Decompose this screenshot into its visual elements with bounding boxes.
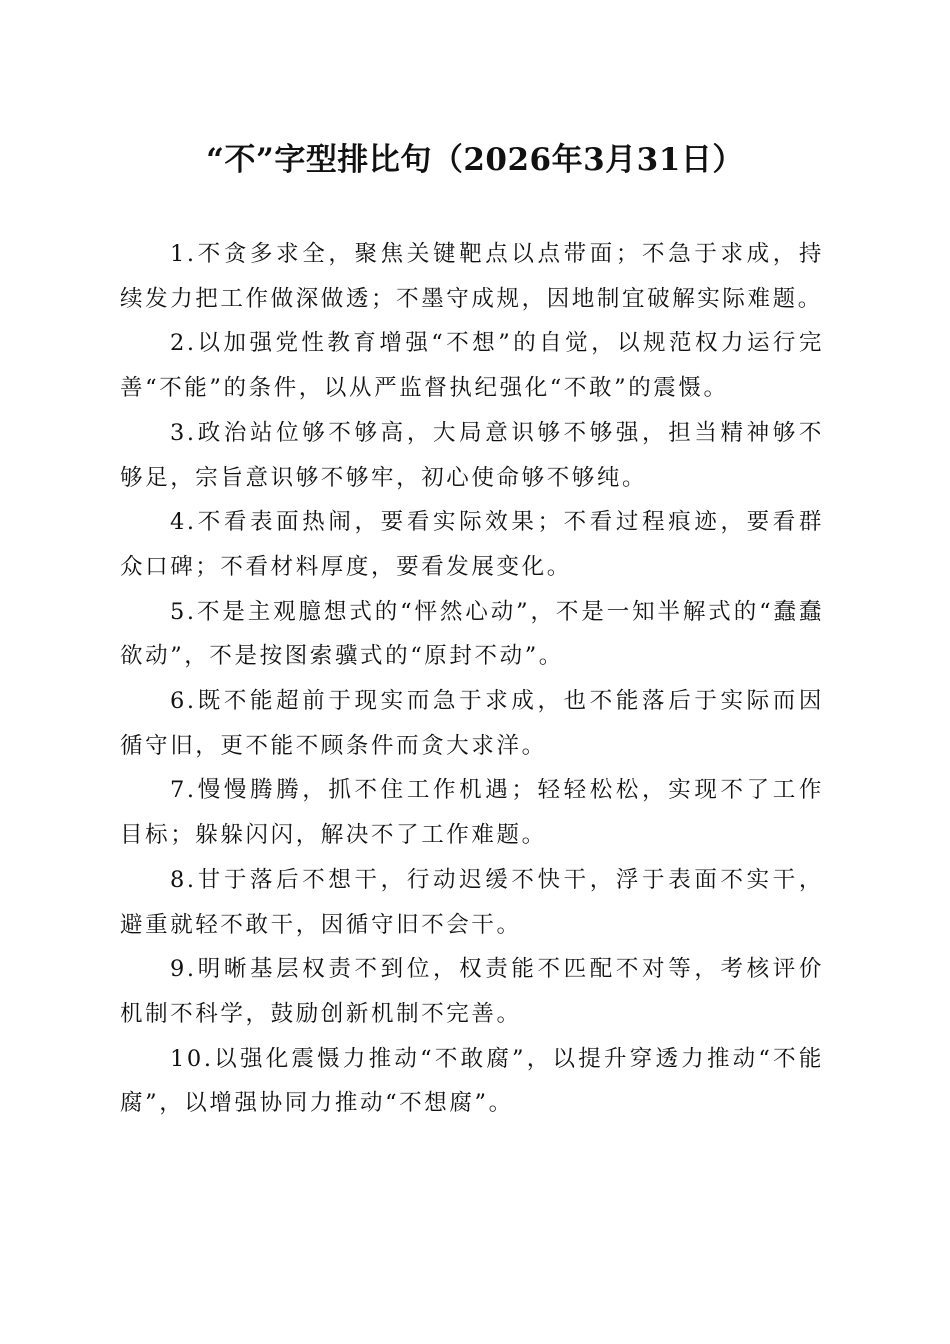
paragraph-4: 4.不看表面热闹，要看实际效果；不看过程痕迹，要看群众口碑；不看材料厚度，要看发展变化。 bbox=[120, 509, 824, 580]
paragraph-5: 5.不是主观臆想式的“怦然心动”，不是一知半解式的“蠢蠢欲动”，不是按图索骥式的“原封不动”。 bbox=[120, 598, 824, 670]
paragraph-2: 2.以加强党性教育增强“不想”的自觉，以规范权力运行完善“不能”的条件，以从严监督执纪强化“不敢”的震慑。 bbox=[120, 330, 824, 402]
document-body bbox=[120, 232, 824, 1126]
paragraph-6: 6.既不能超前于现实而急于求成，也不能落后于实际而因循守旧，更不能不顾条件而贪大求洋。 bbox=[120, 688, 824, 759]
paragraph-10: 10.以强化震慑力推动“不敢腐”，以提升穿透力推动“不能腐”，以增强协同力推动“不想腐”。 bbox=[120, 1045, 824, 1117]
paragraph-1: 1.不贪多求全，聚焦关键靶点以点带面；不急于求成，持续发力把工作做深做透；不墨守成规，因地制宜破解实际难题。 bbox=[120, 241, 824, 312]
paragraph-3: 3.政治站位够不够高，大局意识够不够强，担当精神够不够足，宗旨意识够不够牢，初心使命够不够纯。 bbox=[120, 419, 824, 491]
document-title: “不”字型排比句（2026年3月31日） bbox=[206, 142, 744, 178]
paragraph-8: 8.甘于落后不想干，行动迟缓不快干，浮于表面不实干，避重就轻不敢干，因循守旧不会干。 bbox=[120, 866, 824, 938]
paragraph-9: 9.明晰基层权责不到位，权责能不匹配不对等，考核评价机制不科学，鼓励创新机制不完善。 bbox=[120, 956, 824, 1027]
paragraph-7: 7.慢慢腾腾，抓不住工作机遇；轻轻松松，实现不了工作目标；躲躲闪闪，解决不了工作难题。 bbox=[120, 777, 824, 849]
